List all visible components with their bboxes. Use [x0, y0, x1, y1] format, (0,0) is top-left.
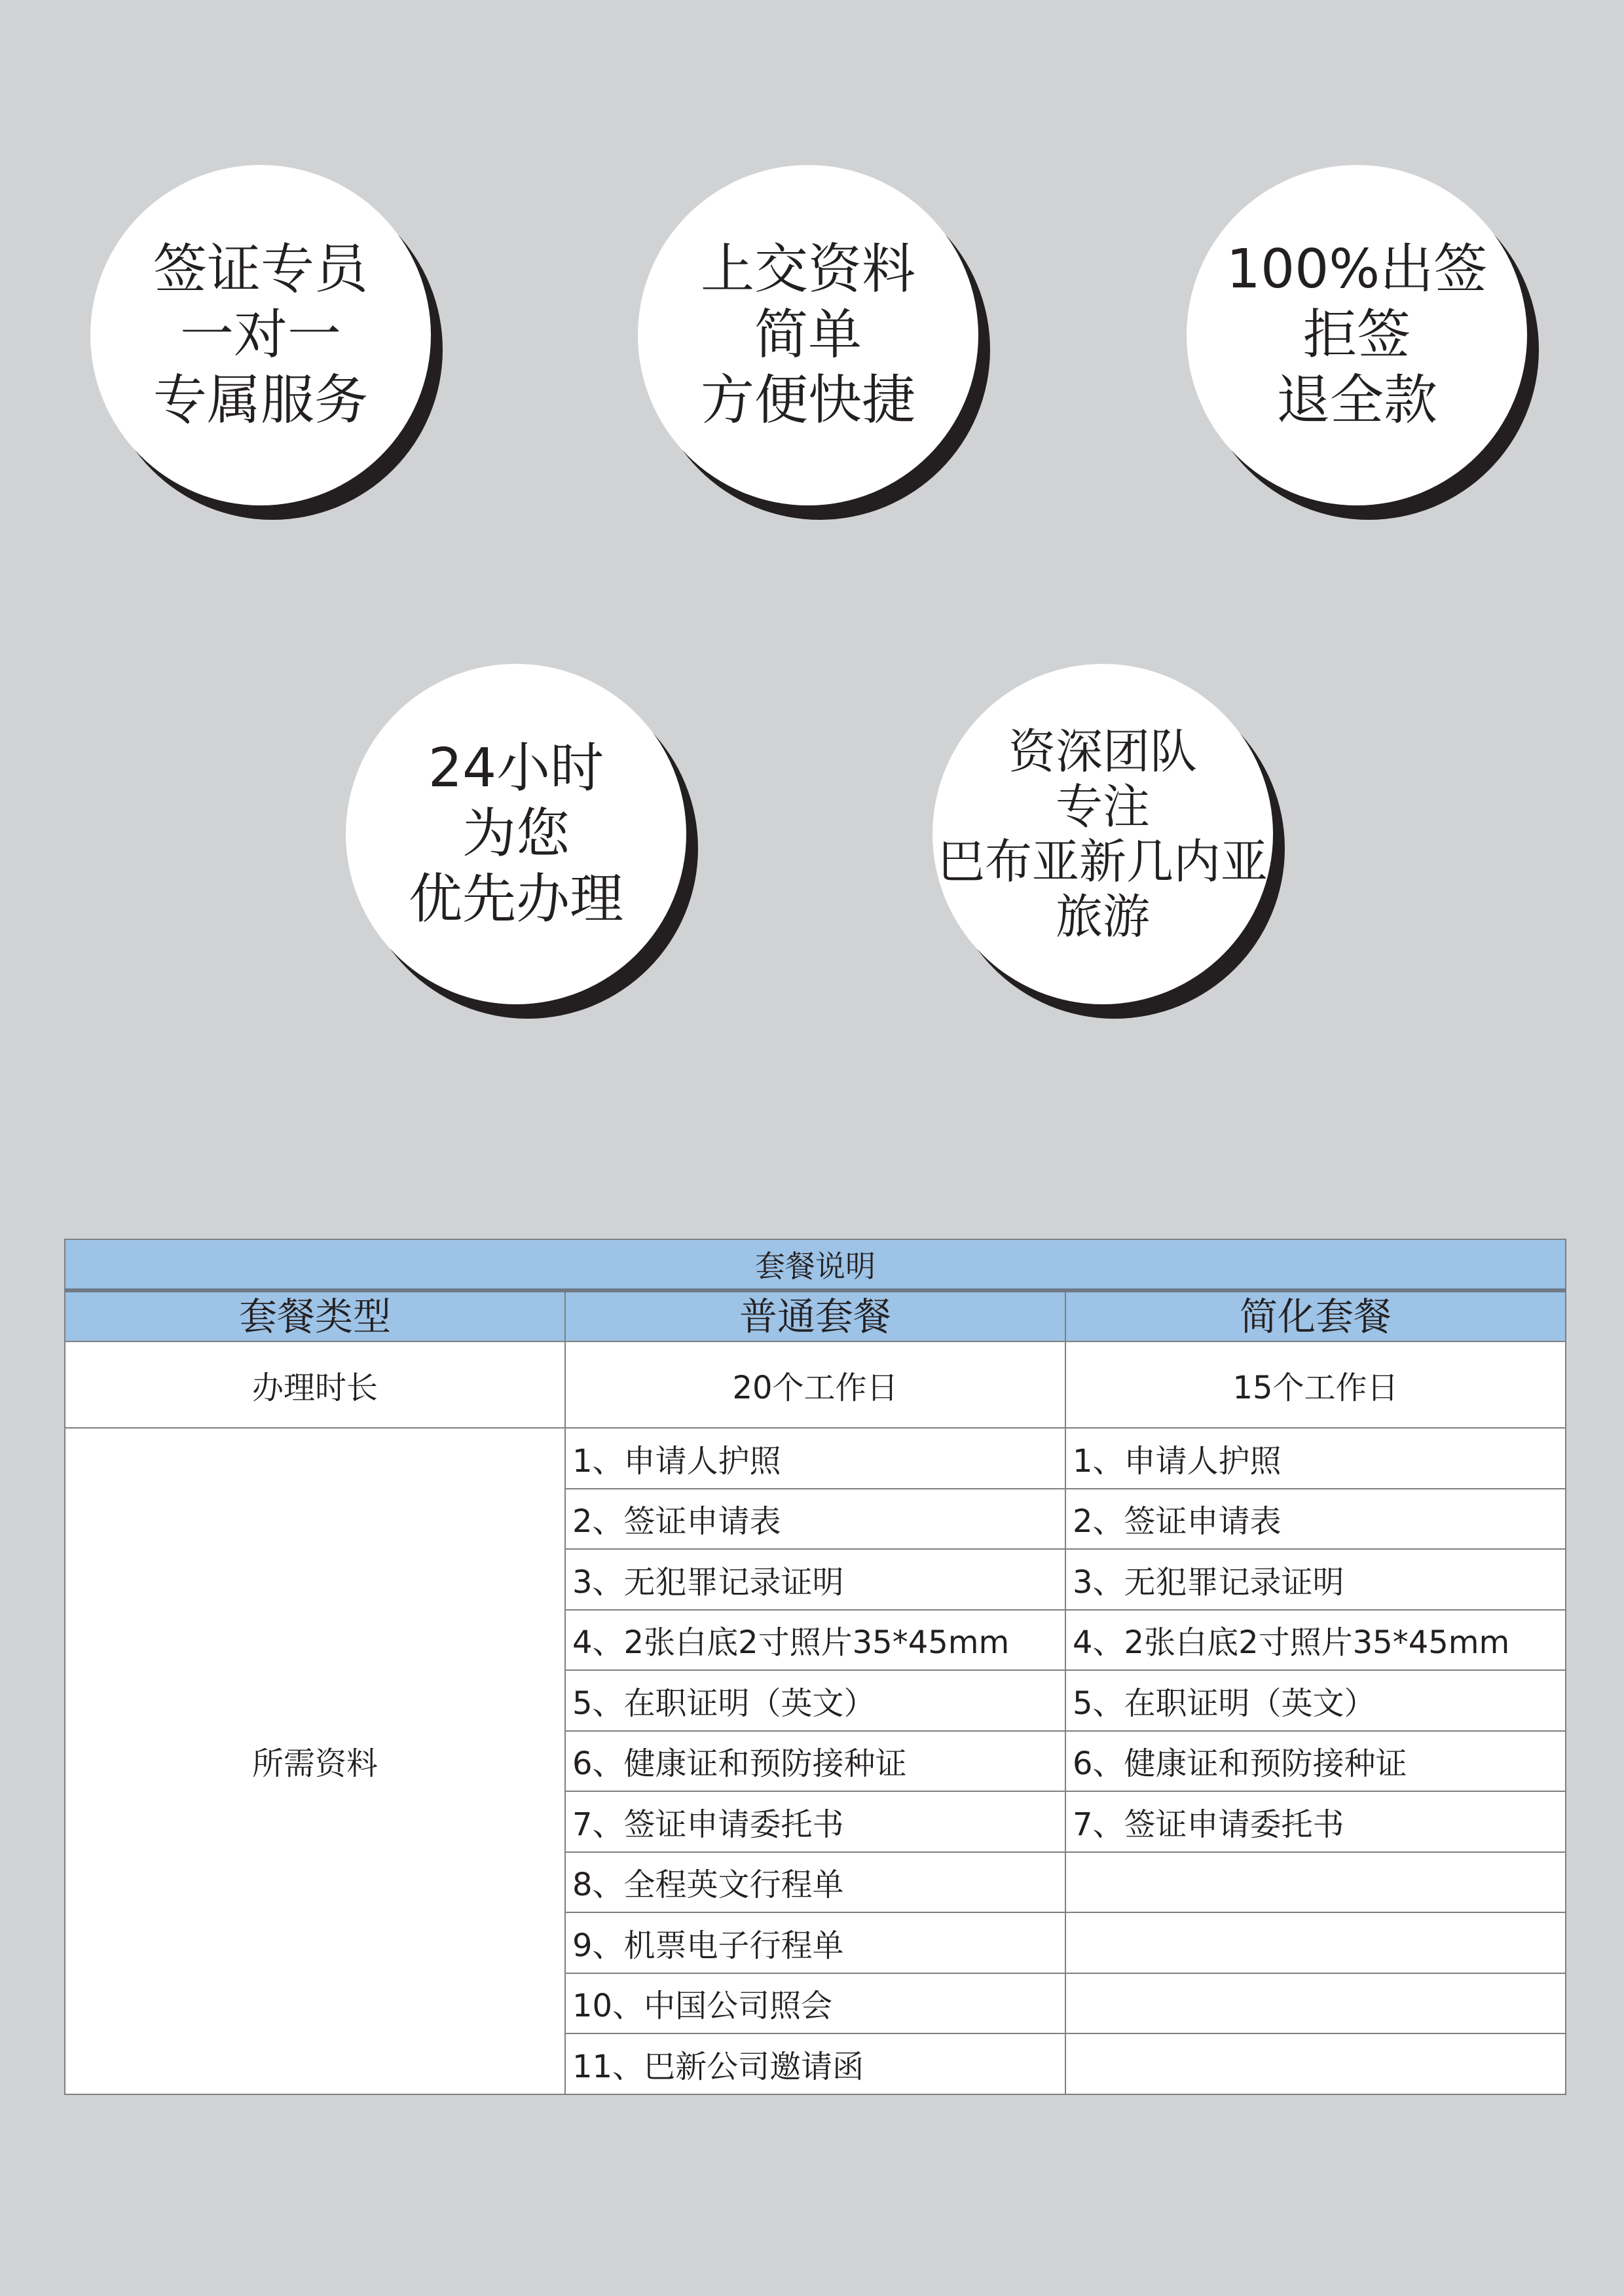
badge-line: 为您 — [462, 803, 570, 865]
header-standard-package: 普通套餐 — [565, 1290, 1065, 1341]
standard-item: 9、机票电子行程单 — [565, 1912, 1065, 1973]
standard-item: 4、2张白底2寸照片35*45mm — [565, 1610, 1065, 1671]
simplified-item: 5、在职证明（英文） — [1065, 1670, 1566, 1731]
standard-item: 3、无犯罪记录证明 — [565, 1549, 1065, 1610]
simplified-item: 4、2张白底2寸照片35*45mm — [1065, 1610, 1566, 1671]
header-package-type: 套餐类型 — [65, 1290, 565, 1341]
badge-line: 一对一 — [179, 304, 341, 366]
standard-item: 11、巴新公司邀请函 — [565, 2033, 1065, 2094]
package-table — [64, 1239, 1566, 2095]
badge-line: 优先办理 — [408, 868, 623, 930]
simplified-item: 1、申请人护照 — [1065, 1428, 1566, 1489]
table-row — [65, 1428, 1566, 1489]
duration-row — [65, 1341, 1566, 1428]
table-title: 套餐说明 — [65, 1239, 1566, 1290]
simplified-item — [1065, 2033, 1566, 2094]
badge-dedicated-visa-specialist — [90, 165, 431, 505]
badge-line: 24小时 — [428, 737, 604, 799]
duration-label: 办理时长 — [65, 1341, 565, 1428]
badge-line: 上交资料 — [700, 238, 915, 301]
standard-item: 1、申请人护照 — [565, 1428, 1065, 1489]
badge-line: 100%出签 — [1226, 238, 1488, 301]
simplified-item: 3、无犯罪记录证明 — [1065, 1549, 1566, 1610]
simplified-item — [1065, 1973, 1566, 2034]
badge-line: 旅游 — [1055, 889, 1150, 944]
standard-item: 8、全程英文行程单 — [565, 1852, 1065, 1913]
badge-full-refund — [1187, 165, 1527, 505]
standard-item: 5、在职证明（英文） — [565, 1670, 1065, 1731]
simplified-item: 2、签证申请表 — [1065, 1489, 1566, 1550]
badge-line: 专属服务 — [153, 369, 368, 431]
badge-simple-documents — [638, 165, 978, 505]
header-simplified-package: 简化套餐 — [1065, 1290, 1566, 1341]
badge-line: 专注 — [1055, 779, 1150, 834]
table-header-row — [65, 1290, 1566, 1341]
duration-standard: 20个工作日 — [565, 1341, 1065, 1428]
badge-24h-priority — [346, 664, 686, 1004]
simplified-item — [1065, 1852, 1566, 1913]
table-title-row — [65, 1239, 1566, 1290]
simplified-item: 6、健康证和预防接种证 — [1065, 1731, 1566, 1792]
simplified-item — [1065, 1912, 1566, 1973]
badge-line: 资深团队 — [1008, 724, 1197, 779]
standard-item: 10、中国公司照会 — [565, 1973, 1065, 2034]
materials-label: 所需资料 — [65, 1428, 565, 2094]
badge-expert-team — [932, 664, 1273, 1004]
badge-line: 拒签 — [1302, 304, 1411, 366]
badge-line: 简单 — [754, 304, 862, 366]
duration-simplified: 15个工作日 — [1065, 1341, 1566, 1428]
standard-item: 7、签证申请委托书 — [565, 1791, 1065, 1852]
standard-item: 2、签证申请表 — [565, 1489, 1065, 1550]
badge-line: 签证专员 — [153, 238, 368, 301]
standard-item: 6、健康证和预防接种证 — [565, 1731, 1065, 1792]
badge-line: 退全款 — [1276, 369, 1437, 431]
badge-line: 巴布亚新几内亚 — [937, 834, 1268, 889]
simplified-item: 7、签证申请委托书 — [1065, 1791, 1566, 1852]
badge-line: 方便快捷 — [700, 369, 915, 431]
